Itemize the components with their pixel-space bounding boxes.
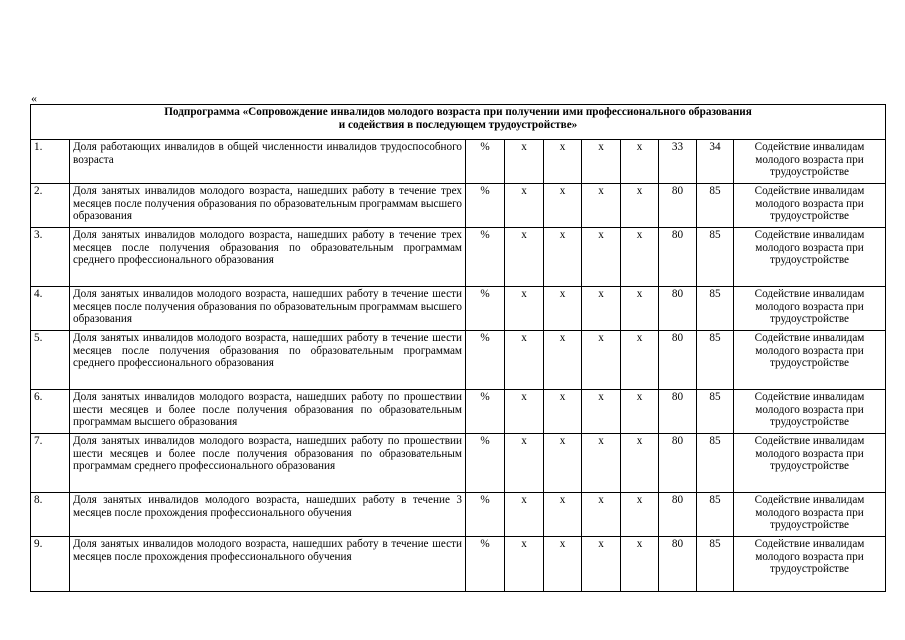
indicator-value-6: 85 bbox=[697, 390, 734, 434]
subprogram-title bbox=[31, 105, 886, 140]
indicator-value-6: 85 bbox=[697, 493, 734, 537]
indicator-value-2: х bbox=[544, 184, 582, 228]
indicator-value-4: х bbox=[621, 331, 659, 390]
indicator-value-5: 80 bbox=[659, 434, 697, 493]
indicator-name: Доля занятых инвалидов молодого возраста, нашедших работу в течение трех месяцев после получения образования по образовательным программам среднего профессионального образования bbox=[70, 228, 466, 287]
table-row bbox=[31, 228, 886, 287]
measure-description: Содействие инвалидам молодого возраста при трудоустройстве bbox=[734, 434, 886, 493]
indicator-value-1: х bbox=[505, 228, 544, 287]
measure-description: Содействие инвалидам молодого возраста при трудоустройстве bbox=[734, 184, 886, 228]
indicator-value-3: х bbox=[582, 537, 621, 592]
indicator-value-4: х bbox=[621, 184, 659, 228]
indicator-value-2: х bbox=[544, 493, 582, 537]
indicator-value-6: 85 bbox=[697, 228, 734, 287]
indicator-value-4: х bbox=[621, 390, 659, 434]
table-row bbox=[31, 434, 886, 493]
row-number: 8. bbox=[31, 493, 70, 537]
indicator-value-3: х bbox=[582, 390, 621, 434]
subprogram-title-line-1: Подпрограмма «Сопровождение инвалидов молодого возраста при получении ими профессионального образования bbox=[164, 106, 752, 118]
indicator-value-3: х bbox=[582, 140, 621, 184]
indicator-value-2: х bbox=[544, 434, 582, 493]
row-number: 2. bbox=[31, 184, 70, 228]
unit-of-measure: % bbox=[466, 140, 505, 184]
indicator-value-6: 34 bbox=[697, 140, 734, 184]
measure-description: Содействие инвалидам молодого возраста при трудоустройстве bbox=[734, 493, 886, 537]
indicator-name: Доля занятых инвалидов молодого возраста, нашедших работу в течение шести месяцев после прохождения профессионального обучения bbox=[70, 537, 466, 592]
indicator-value-4: х bbox=[621, 493, 659, 537]
indicator-value-2: х bbox=[544, 140, 582, 184]
indicator-value-5: 80 bbox=[659, 493, 697, 537]
opening-quote-mark: « bbox=[31, 91, 37, 105]
indicator-name: Доля занятых инвалидов молодого возраста, нашедших работу в течение шести месяцев после получения образования по образовательным программам высшего образования bbox=[70, 287, 466, 331]
indicator-value-3: х bbox=[582, 287, 621, 331]
measure-description: Содействие инвалидам молодого возраста при трудоустройстве bbox=[734, 331, 886, 390]
indicator-value-6: 85 bbox=[697, 331, 734, 390]
measure-description: Содействие инвалидам молодого возраста при трудоустройстве bbox=[734, 390, 886, 434]
unit-of-measure: % bbox=[466, 331, 505, 390]
indicator-value-5: 80 bbox=[659, 537, 697, 592]
indicator-value-6: 85 bbox=[697, 537, 734, 592]
row-number: 3. bbox=[31, 228, 70, 287]
table-row bbox=[31, 537, 886, 592]
indicator-value-5: 80 bbox=[659, 331, 697, 390]
unit-of-measure: % bbox=[466, 493, 505, 537]
measure-description: Содействие инвалидам молодого возраста при трудоустройстве bbox=[734, 287, 886, 331]
indicator-value-6: 85 bbox=[697, 434, 734, 493]
row-number: 7. bbox=[31, 434, 70, 493]
table-row bbox=[31, 331, 886, 390]
measure-description: Содействие инвалидам молодого возраста при трудоустройстве bbox=[734, 140, 886, 184]
indicator-value-5: 80 bbox=[659, 287, 697, 331]
unit-of-measure: % bbox=[466, 390, 505, 434]
indicator-value-1: х bbox=[505, 184, 544, 228]
unit-of-measure: % bbox=[466, 537, 505, 592]
indicator-name: Доля занятых инвалидов молодого возраста, нашедших работу в течение шести месяцев после получения образования по образовательным программам среднего профессионального образования bbox=[70, 331, 466, 390]
indicator-value-5: 33 bbox=[659, 140, 697, 184]
indicator-value-1: х bbox=[505, 331, 544, 390]
measure-description: Содействие инвалидам молодого возраста при трудоустройстве bbox=[734, 537, 886, 592]
table-row bbox=[31, 390, 886, 434]
indicator-value-4: х bbox=[621, 287, 659, 331]
indicator-value-1: х bbox=[505, 537, 544, 592]
row-number: 1. bbox=[31, 140, 70, 184]
table-row bbox=[31, 184, 886, 228]
indicator-value-2: х bbox=[544, 390, 582, 434]
table-row bbox=[31, 140, 886, 184]
indicator-value-5: 80 bbox=[659, 184, 697, 228]
indicator-value-4: х bbox=[621, 228, 659, 287]
indicator-value-5: 80 bbox=[659, 228, 697, 287]
indicator-value-6: 85 bbox=[697, 184, 734, 228]
section-header-row bbox=[31, 105, 886, 140]
indicator-value-2: х bbox=[544, 331, 582, 390]
indicator-value-2: х bbox=[544, 537, 582, 592]
unit-of-measure: % bbox=[466, 287, 505, 331]
unit-of-measure: % bbox=[466, 434, 505, 493]
table-row bbox=[31, 287, 886, 331]
indicator-value-2: х bbox=[544, 287, 582, 331]
indicator-name: Доля занятых инвалидов молодого возраста, нашедших работу в течение 3 месяцев после прохождения профессионального обучения bbox=[70, 493, 466, 537]
row-number: 9. bbox=[31, 537, 70, 592]
indicator-value-3: х bbox=[582, 331, 621, 390]
subprogram-title-line-2: и содействия в последующем трудоустройстве» bbox=[338, 118, 578, 131]
indicator-value-3: х bbox=[582, 493, 621, 537]
row-number: 5. bbox=[31, 331, 70, 390]
indicator-value-4: х bbox=[621, 140, 659, 184]
row-number: 4. bbox=[31, 287, 70, 331]
indicator-value-1: х bbox=[505, 493, 544, 537]
indicator-value-1: х bbox=[505, 390, 544, 434]
indicator-value-1: х bbox=[505, 140, 544, 184]
indicators-table bbox=[30, 104, 886, 592]
indicator-name: Доля занятых инвалидов молодого возраста, нашедших работу в течение трех месяцев после получения образования по образовательным программам высшего образования bbox=[70, 184, 466, 228]
row-number: 6. bbox=[31, 390, 70, 434]
indicator-value-5: 80 bbox=[659, 390, 697, 434]
measure-description: Содействие инвалидам молодого возраста при трудоустройстве bbox=[734, 228, 886, 287]
indicator-value-2: х bbox=[544, 228, 582, 287]
unit-of-measure: % bbox=[466, 228, 505, 287]
indicator-value-3: х bbox=[582, 228, 621, 287]
indicator-value-3: х bbox=[582, 434, 621, 493]
indicator-value-6: 85 bbox=[697, 287, 734, 331]
unit-of-measure: % bbox=[466, 184, 505, 228]
indicator-value-4: х bbox=[621, 537, 659, 592]
indicator-value-3: х bbox=[582, 184, 621, 228]
indicator-value-4: х bbox=[621, 434, 659, 493]
indicator-value-1: х bbox=[505, 434, 544, 493]
indicator-name: Доля занятых инвалидов молодого возраста, нашедших работу по прошествии шести месяцев и более после получения образования по образовательным программам высшего образования bbox=[70, 390, 466, 434]
table-row bbox=[31, 493, 886, 537]
indicator-name: Доля занятых инвалидов молодого возраста, нашедших работу по прошествии шести месяцев и более после получения образования по образовательным программам среднего профессионального образования bbox=[70, 434, 466, 493]
indicator-value-1: х bbox=[505, 287, 544, 331]
indicator-name: Доля работающих инвалидов в общей численности инвалидов трудоспособного возраста bbox=[70, 140, 466, 184]
